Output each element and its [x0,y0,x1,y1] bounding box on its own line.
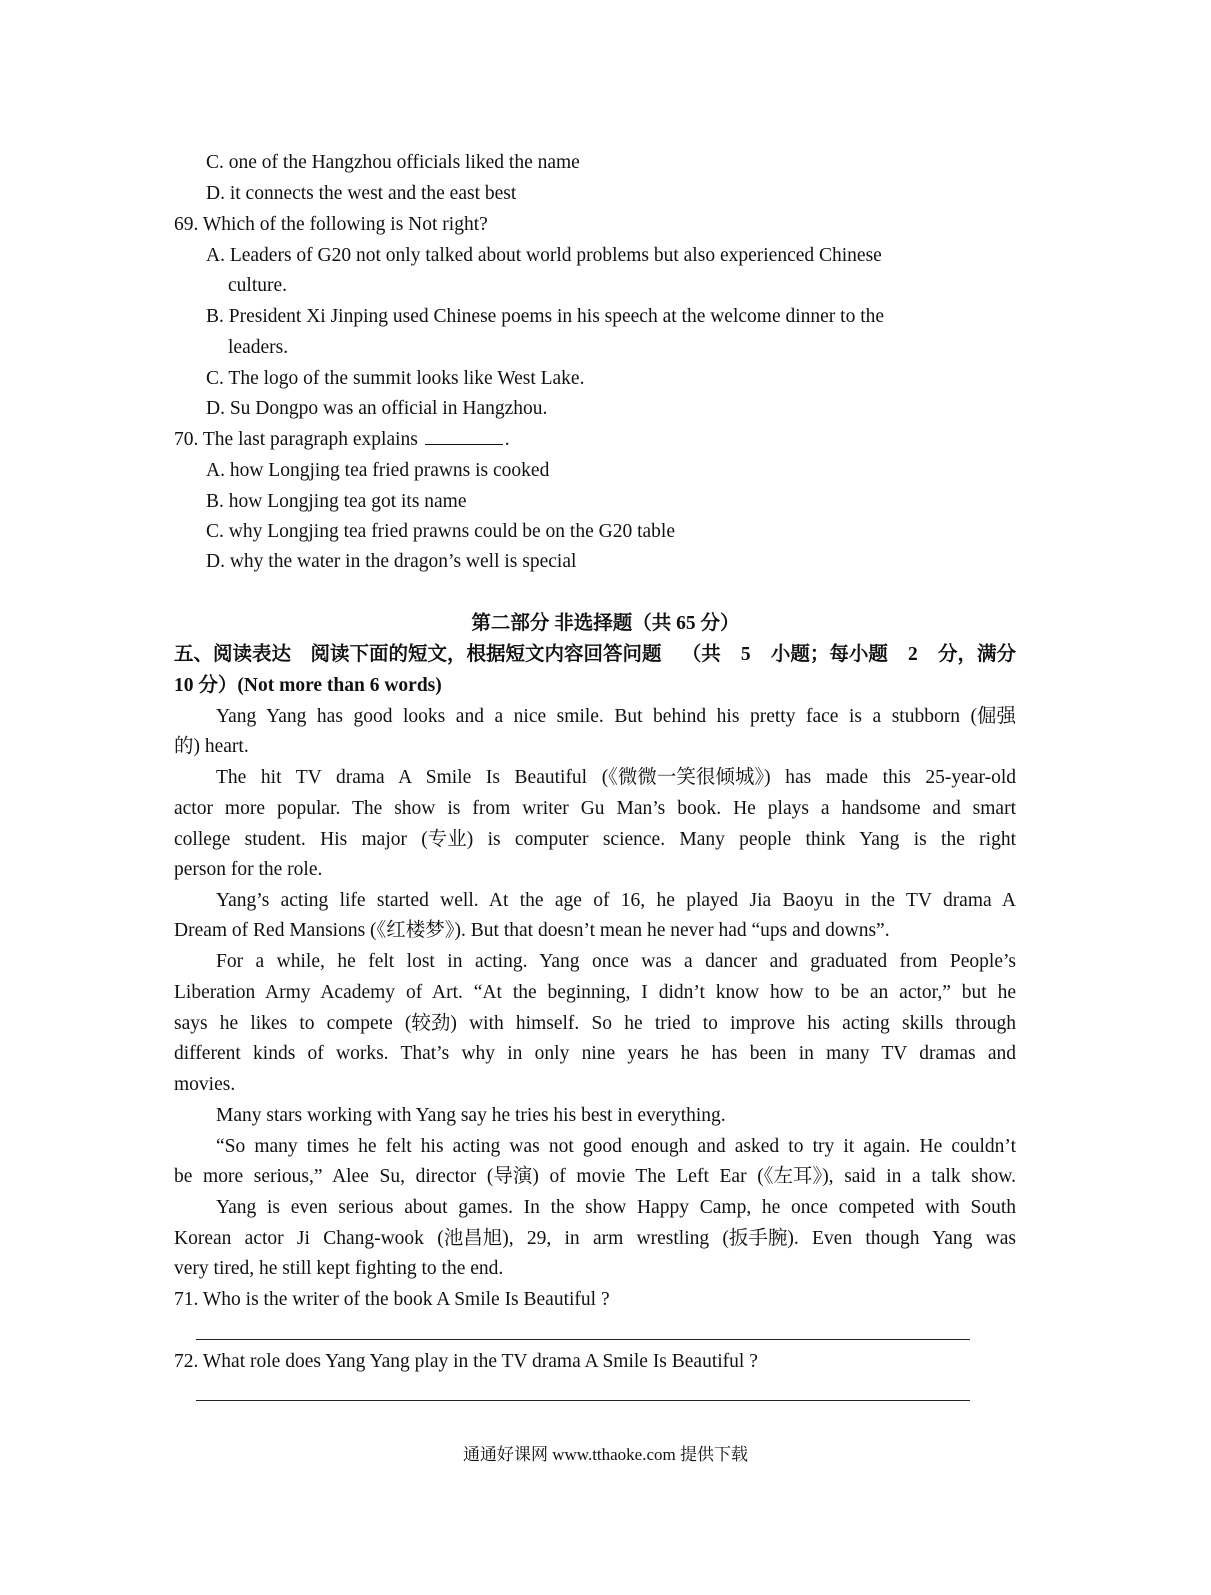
q68-option-c: C. one of the Hangzhou officials liked the name [206,152,580,173]
passage-p7-line1: Yang is even serious about games. In the show Happy Camp, he once competed with South [216,1197,1016,1218]
q70-option-d: D. why the water in the dragon’s well is special [206,551,577,572]
passage-p4-line5: movies. [174,1074,236,1095]
passage-p1-line1: Yang Yang has good looks and a nice smile. But behind his pretty face is a stubborn (倔强 [216,706,1016,727]
passage-p6-line1: “So many times he felt his acting was not good enough and asked to try it again. He couldn’t [216,1136,1016,1157]
q69-option-d: D. Su Dongpo was an official in Hangzhou. [206,398,548,419]
passage-p2-line4: person for the role. [174,859,323,880]
q71-stem: 71. Who is the writer of the book A Smile Is Beautiful ? [174,1289,610,1310]
q70-option-b: B. how Longjing tea got its name [206,491,467,512]
q69-option-c: C. The logo of the summit looks like West Lake. [206,368,585,389]
q69-option-a-cont: culture. [228,275,288,296]
passage-p2-line1: The hit TV drama A Smile Is Beautiful (《微微一笑很倾城》) has made this 25-year-old [216,767,1016,788]
passage-p7-line3: very tired, he still kept fighting to the end. [174,1258,504,1279]
passage-p3-line1: Yang’s acting life started well. At the age of 16, he played Jia Baoyu in the TV drama A [216,890,1016,911]
passage-p2-line2: actor more popular. The show is from writer Gu Man’s book. He plays a handsome and smart [174,798,1016,819]
q72-stem: 72. What role does Yang Yang play in the TV drama A Smile Is Beautiful ? [174,1351,758,1372]
q70-stem [174,428,510,452]
q69-option-a: A. Leaders of G20 not only talked about world problems but also experienced Chinese [206,245,882,266]
answer-blank [425,428,503,445]
page-footer: 通通好课网 www.tthaoke.com 提供下载 [462,1445,749,1464]
passage-p6-line2: be more serious,” Alee Su, director (导演) of movie The Left Ear (《左耳》), said in a talk show. [174,1166,1016,1187]
passage-p4-line3: says he likes to compete (较劲) with himself. So he tried to improve his acting skills through [174,1013,1016,1034]
word-limit-note: (Not more than 6 words) [237,675,442,696]
passage-p4-line2: Liberation Army Academy of Art. “At the beginning, I didn’t know how to be an actor,” but he [174,982,1016,1003]
passage-p7-line2: Korean actor Ji Chang-wook (池昌旭), 29, in arm wrestling (扳手腕). Even though Yang was [174,1228,1016,1249]
passage-p1-line2: 的) heart. [174,736,249,757]
section5-score: 10 分） [174,675,238,696]
passage-p4-line1: For a while, he felt lost in acting. Yang once was a dancer and graduated from People’s [216,951,1016,972]
q70-option-a: A. how Longjing tea fried prawns is cooked [206,460,550,481]
q69-option-b: B. President Xi Jinping used Chinese poems in his speech at the welcome dinner to the [206,306,885,327]
q70-stem-end: . [504,429,510,450]
section5-instructions-cont [174,674,442,698]
passage-p5-line1: Many stars working with Yang say he tries his best in everything. [216,1105,726,1126]
q71-answer-line[interactable] [196,1339,970,1340]
passage-p3-line2: Dream of Red Mansions (《红楼梦》). But that doesn’t mean he never had “ups and downs”. [174,920,890,941]
q70-stem-text: 70. The last paragraph explains [174,429,418,450]
passage-p2-line3: college student. His major (专业) is computer science. Many people think Yang is the right [174,829,1016,850]
passage-p4-line4: different kinds of works. That’s why in only nine years he has been in many TV dramas and [174,1043,1016,1064]
q69-stem: 69. Which of the following is Not right? [174,214,488,235]
q69-option-b-cont: leaders. [228,337,289,358]
q72-answer-line[interactable] [196,1400,970,1401]
q70-option-c: C. why Longjing tea fried prawns could be on the G20 table [206,521,675,542]
part2-title: 第二部分 非选择题（共 65 分） [471,613,740,634]
q68-option-d: D. it connects the west and the east best [206,183,517,204]
section5-instructions: 五、阅读表达 阅读下面的短文，根据短文内容回答问题 （共 5 小题；每小题 2 分，满分 [174,644,1016,665]
